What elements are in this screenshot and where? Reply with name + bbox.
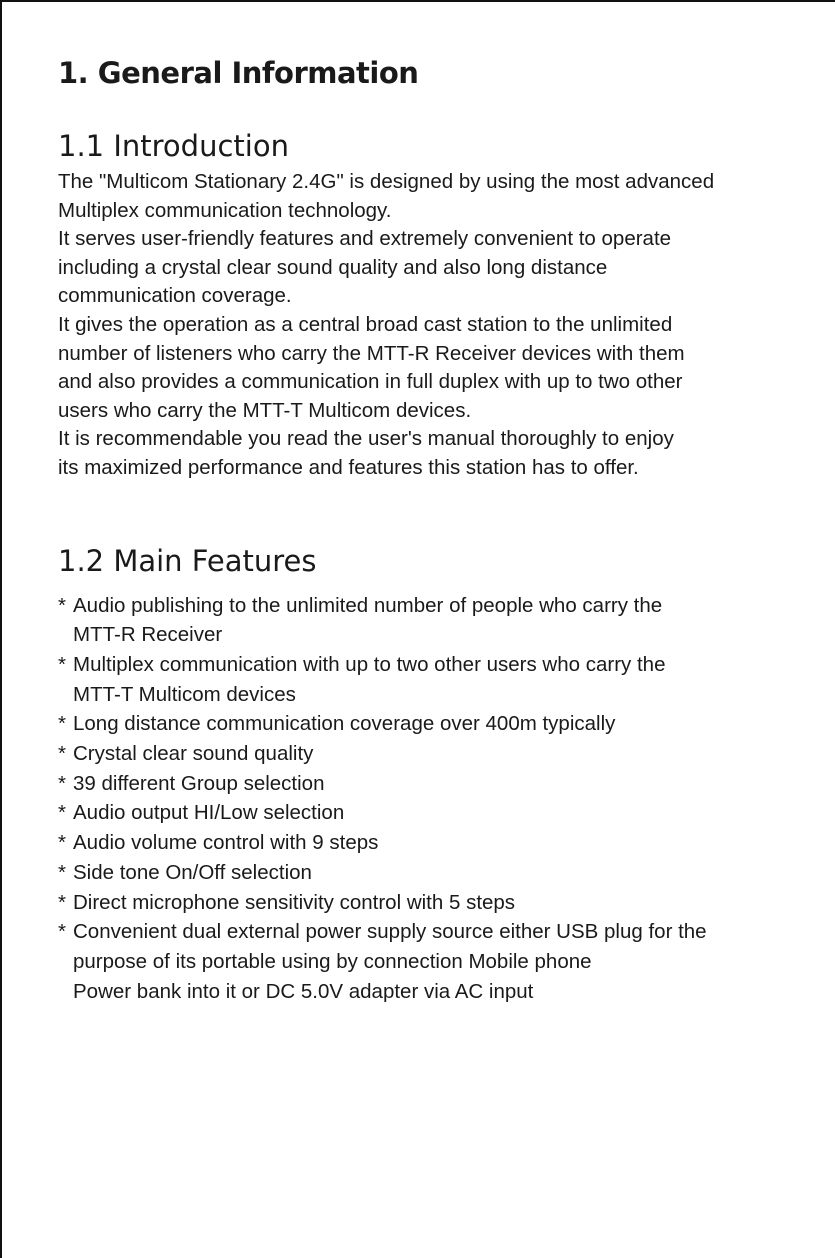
feature-line: 39 different Group selection <box>73 771 325 795</box>
paragraph-line: and also provides a communication in full duplex with up to two other <box>58 370 683 394</box>
main-features-list <box>58 591 798 1007</box>
feature-line: purpose of its portable using by connection Mobile phone <box>73 949 592 973</box>
feature-item <box>58 739 798 769</box>
paragraph-line: It is recommendable you read the user's manual thoroughly to enjoy <box>58 427 674 451</box>
document-content <box>58 50 798 1006</box>
bullet-marker: * <box>58 652 66 676</box>
paragraph-line: its maximized performance and features this station has to offer. <box>58 455 639 479</box>
bullet-marker: * <box>58 712 66 736</box>
feature-item <box>58 709 798 739</box>
introduction-paragraph <box>58 425 798 482</box>
bullet-marker: * <box>58 890 66 914</box>
feature-item <box>58 858 798 888</box>
bullet-marker: * <box>58 831 66 855</box>
feature-item <box>58 828 798 858</box>
feature-line: Side tone On/Off selection <box>73 860 312 884</box>
paragraph-line: It gives the operation as a central broad cast station to the unlimited <box>58 312 673 336</box>
bullet-marker: * <box>58 593 66 617</box>
introduction-paragraph <box>58 168 798 225</box>
paragraph-line: users who carry the MTT-T Multicom devices. <box>58 398 472 422</box>
feature-line: Audio output HI/Low selection <box>73 801 345 825</box>
feature-line: Long distance communication coverage over 400m typically <box>73 712 616 736</box>
paragraph-line: It serves user-friendly features and extremely convenient to operate <box>58 227 672 251</box>
feature-item <box>58 769 798 799</box>
introduction-body <box>58 168 798 483</box>
paragraph-line: communication coverage. <box>58 284 292 308</box>
section-title: 1. General Information <box>58 56 419 90</box>
feature-item <box>58 888 798 918</box>
feature-item <box>58 798 798 828</box>
feature-line: Power bank into it or DC 5.0V adapter via AC input <box>73 979 534 1003</box>
paragraph-line: number of listeners who carry the MTT-R Receiver devices with them <box>58 341 685 365</box>
introduction-title: 1.1 Introduction <box>58 129 289 163</box>
main-features-title: 1.2 Main Features <box>58 543 317 578</box>
paragraph-line: Multiplex communication technology. <box>58 198 392 222</box>
feature-item <box>58 650 798 709</box>
paragraph-line: including a crystal clear sound quality and also long distance <box>58 255 608 279</box>
feature-item <box>58 917 798 1006</box>
bullet-marker: * <box>58 771 66 795</box>
feature-line: MTT-R Receiver <box>73 623 223 647</box>
feature-line: Crystal clear sound quality <box>73 742 314 766</box>
bullet-marker: * <box>58 920 66 944</box>
feature-line: MTT-T Multicom devices <box>73 682 296 706</box>
bullet-marker: * <box>58 801 66 825</box>
introduction-paragraph <box>58 311 798 425</box>
feature-line: Audio publishing to the unlimited number of people who carry the <box>73 593 663 617</box>
paragraph-line: The "Multicom Stationary 2.4G" is designed by using the most advanced <box>58 170 715 193</box>
feature-line: Convenient dual external power supply source either USB plug for the <box>73 920 707 944</box>
feature-line: Audio volume control with 9 steps <box>73 831 379 855</box>
feature-line: Direct microphone sensitivity control with 5 steps <box>73 890 516 914</box>
bullet-marker: * <box>58 742 66 766</box>
introduction-paragraph <box>58 225 798 311</box>
feature-item <box>58 591 798 650</box>
bullet-marker: * <box>58 860 66 884</box>
feature-line: Multiplex communication with up to two other users who carry the <box>73 652 666 676</box>
